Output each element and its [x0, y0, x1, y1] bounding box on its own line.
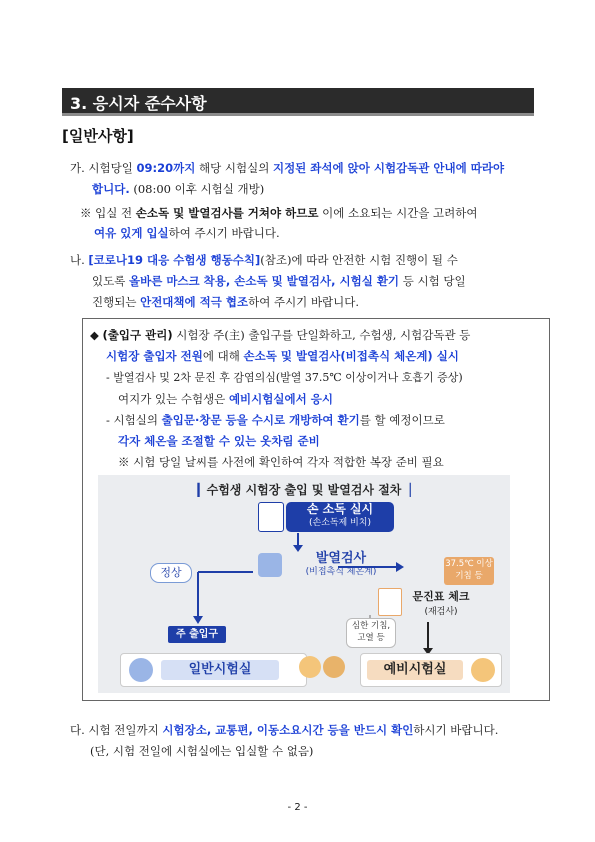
general-room-label: 일반시험실 [161, 660, 279, 680]
item-ga-line1: 가. 시험당일 09:20까지 해당 시험실의 지정된 좌석에 앉아 시험감독관 안내에 따라야 [70, 161, 505, 175]
note1-line1: ※ 입실 전 손소독 및 발열검사를 거쳐야 하므로 이에 소요되는 시간을 고려하여 [80, 206, 478, 220]
reserve-room-box [360, 653, 502, 687]
box-line4: 여지가 있는 수험생은 예비시험실에서 응시 [118, 392, 333, 406]
page-number: - 2 - [287, 802, 308, 813]
box-line3: - 발열검사 및 2차 문진 후 감염의심(발열 37.5℃ 이상이거나 호흡기 증상) [106, 371, 463, 384]
reserve-room-label: 예비시험실 [367, 660, 463, 680]
person-icon-reserve [471, 658, 495, 682]
box-note: ※ 시험 당일 날씨를 사전에 확인하여 각자 적합한 복장 준비 필요 [118, 455, 444, 469]
fever-label: 37.5℃ 이상 기침 등 [444, 557, 494, 585]
item-ga-line2: 합니다. (08:00 이후 시험실 개방) [92, 182, 265, 196]
box-line6: 각자 체온을 조절할 수 있는 옷차림 준비 [118, 434, 320, 448]
procedure-diagram [98, 475, 510, 693]
checklist-icon [378, 588, 402, 616]
box-line5: - 시험실의 출입문·창문 등을 수시로 개방하여 환기를 할 예정이므로 [106, 413, 445, 427]
section-header [62, 88, 534, 116]
note1-line2: 여유 있게 입실하여 주시기 바랍니다. [94, 226, 280, 240]
step-questionnaire: 문진표 체크 (재검사) [412, 590, 470, 617]
cough-bubble: 심한 기침, 고열 등 [346, 618, 396, 648]
step-hand-sanitize: 손 소독 실시 (손소독제 비치) [286, 502, 394, 532]
item-da-line1: 다. 시험 전일까지 시험장소, 교통편, 이동소요시간 등을 반드시 확인하시기 바랍니다. [70, 723, 499, 737]
normal-label: 정상 [150, 563, 192, 583]
item-da-line2: (단, 시험 전일에 시험실에는 입실할 수 없음) [90, 744, 314, 758]
step-fever-check: 발열검사 (비접촉식 체온계) [305, 551, 377, 577]
general-room-box [120, 653, 307, 687]
item-na-line2: 있도록 올바른 마스크 착용, 손소독 및 발열검사, 시험실 환기 등 시험 당일 [92, 274, 466, 288]
item-na-line1: 나. [코로나19 대응 수험생 행동수칙](참조)에 따라 안전한 시험 진행이 될 수 [70, 253, 458, 267]
main-entrance-label: 주 출입구 [168, 626, 226, 643]
person-icon [129, 658, 153, 682]
group-icon [295, 652, 351, 688]
section-title: 3. 응시자 준수사항 [70, 94, 207, 113]
hand-sanitizer-icon [258, 502, 284, 532]
thermometer-icon [258, 553, 282, 577]
subheading: [일반사항] [62, 127, 134, 145]
item-na-line3: 진행되는 안전대책에 적극 협조하여 주시기 바랍니다. [92, 295, 360, 309]
box-line1: ◆ (출입구 관리) 시험장 주(主) 출입구를 단일화하고, 수험생, 시험감독관 등 [90, 328, 471, 342]
box-line2: 시험장 출입자 전원에 대해 손소독 및 발열검사(비접촉식 체온계) 실시 [106, 349, 459, 363]
diagram-title: ▎수험생 시험장 출입 및 발열검사 절차▕ [197, 483, 411, 497]
